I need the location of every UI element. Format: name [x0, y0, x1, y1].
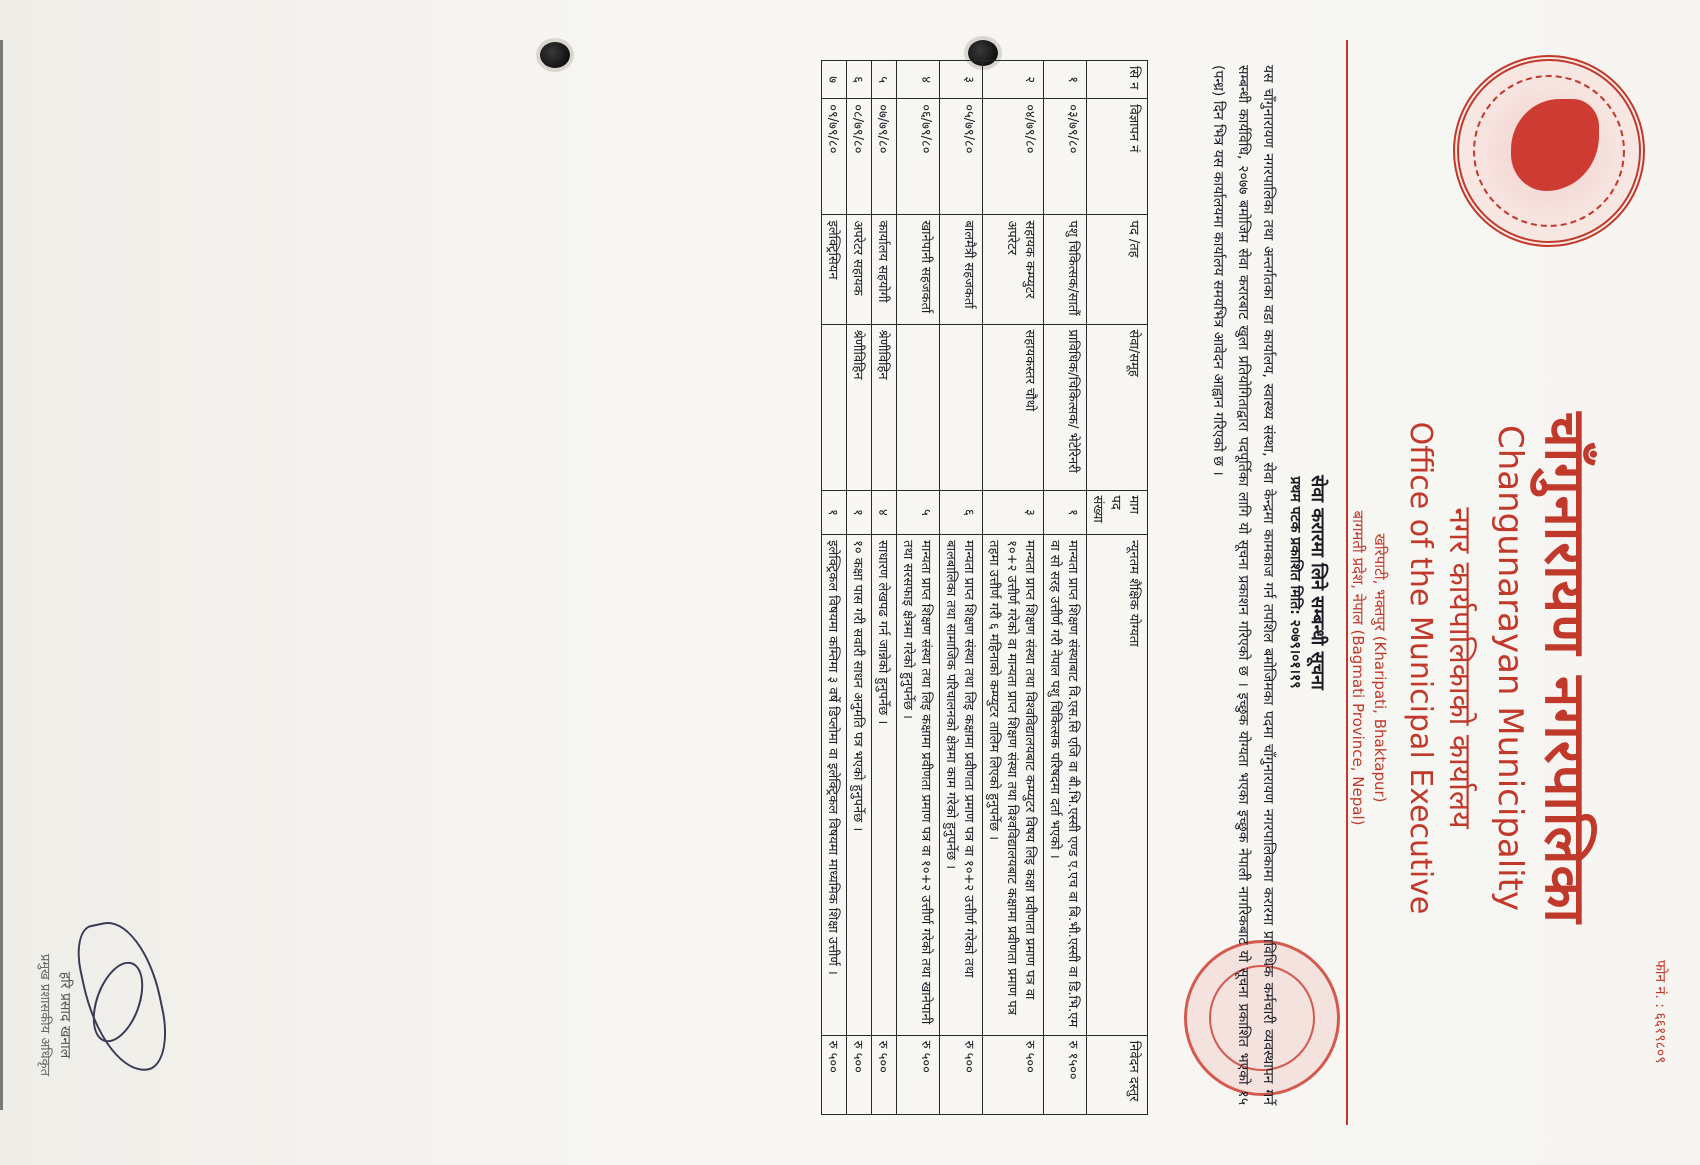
- row-qualification: मान्यता प्राप्त शिक्षण संस्था तथा लिइ कक्षामा प्रवीणता प्रमाण पत्र वा १०+२ उत्तीर्ण गरेको तथा बालबालिका तथा सामाजिक परिचालनको क्षेत्रमा काम गरेको हुनुपर्नेछ ।: [940, 535, 983, 1036]
- row-sn: ३: [940, 61, 983, 99]
- row-sn: ७: [822, 61, 847, 99]
- row-adv-no: ०४/७९/८०: [983, 99, 1044, 215]
- row-adv-no: ०७/७९/८०: [872, 99, 897, 215]
- row-count: ४: [872, 490, 897, 535]
- row-qualification: इलेक्ट्रिकल विषयमा कम्तिमा ३ वर्षे डिप्लोमा वा इलेक्ट्रिकल विषयमा माध्यमिक शिक्षा उत्तीर्ण ।: [822, 535, 847, 1036]
- row-qualification: मान्यता प्राप्त शिक्षण संस्था तथा लिइ कक्षामा प्रवीणता प्रमाण पत्र वा १०+२ उत्तीर्ण गरेको तथा खानेपानी तथा सरसफाइ क्षेत्रमा गरेको हुनुपर्नेछ ।: [897, 535, 940, 1036]
- org-name-english: Changunarayan Municipality: [1490, 424, 1530, 912]
- table-header-row: [1087, 61, 1148, 1115]
- row-sn: ६: [847, 61, 872, 99]
- row-post: पशु चिकित्सक/सातौं: [1044, 215, 1087, 324]
- row-qualification: मान्यता प्राप्त शिक्षण संस्था तथा विश्वविद्यालयबाट कम्प्युटर विषय लिइ कक्षा प्रवीणता प्रमाण पत्र वा १०+२ उत्तीर्ण गरेको वा मान्यता प्राप्त शिक्षण संस्था तथा विश्वविद्यालयबाट कक्षामा प्रवीणता प्रमाण पत्र तहमा उत्तीर्ण गरी ६ महिनाको कम्प्युटर तालिम लिएको हुनुपर्नेछ ।: [983, 535, 1044, 1036]
- signature-block: [30, 900, 170, 1130]
- row-count: १: [847, 490, 872, 535]
- row-count: ५: [897, 490, 940, 535]
- row-sn: १: [1044, 61, 1087, 99]
- row-fee: रु ५००: [822, 1035, 847, 1114]
- row-service-group: श्रेणीविहिन: [847, 324, 872, 490]
- row-service-group: सहायकस्तर चौथो: [983, 324, 1044, 490]
- row-post: अपरेटर सहायक: [847, 215, 872, 324]
- row-fee: रु ५००: [872, 1035, 897, 1114]
- row-sn: २: [983, 61, 1044, 99]
- header-fee: निवेदन दस्तुर: [1087, 1035, 1148, 1114]
- row-count: १: [1044, 490, 1087, 535]
- phone-number: फोन नं. : ६६१९८०९: [1652, 960, 1668, 1064]
- municipality-logo: [1453, 55, 1645, 247]
- row-adv-no: ०५/७९/८०: [940, 99, 983, 215]
- row-qualification: १० कक्षा पास गरी सवारी साधन अनुमति पत्र भएको हुनुपर्नेछ ।: [847, 535, 872, 1036]
- header-count: माग पद संख्या: [1087, 490, 1148, 535]
- table-row: [897, 61, 940, 1115]
- notice-intro-paragraph: यस चाँगुनारायण नगरपालिका तथा अन्तर्गतका वडा कार्यालय, स्वास्थ्य संस्था, सेवा केन्द्रमा कामकाज गर्न तपशिल बमोजिमका पदमा चाँगुनारायण नगरपालिकामा करारमा प्राविधिक कर्मचारी व्यवस्थापन गर्ने सम्बन्धी कार्यविधि, २०७७ बमोजिम सेवा करारबाट खुला प्रतियोगिताद्वारा पदपूर्तिका लागि यो सूचना प्रकाशन गरिएको छ । इच्छुक योग्यता भएका इच्छुक नेपाली नागरिकबाट यो सूचना प्रकाशित भएको १५ (पन्ध्र) दिन भित्र यस कार्यालयमा कार्यालय समयभित्र आवेदन आह्वान गरिएको छ ।: [1210, 65, 1276, 1105]
- row-fee: रु ५००: [983, 1035, 1044, 1114]
- row-service-group: श्रेणीविहिन: [872, 324, 897, 490]
- office-name-english: Office of the Municipal Executive: [1403, 421, 1438, 915]
- row-adv-no: ०९/७९/८०: [822, 99, 847, 215]
- row-service-group: [897, 324, 940, 490]
- notice-title: सेवा करारमा लिने सम्बन्धी सूचना: [1307, 475, 1328, 690]
- header-qualification: न्यूनतम शैक्षिक योग्यता: [1087, 535, 1148, 1036]
- row-service-group: [940, 324, 983, 490]
- row-count: ३: [983, 490, 1044, 535]
- row-count: १: [822, 490, 847, 535]
- row-service-group: [822, 324, 847, 490]
- row-service-group: प्राविधिक/चिकित्सक/ भेटेरिनरी: [1044, 324, 1087, 490]
- table-row: [872, 61, 897, 1115]
- header-divider: [1346, 40, 1348, 1125]
- table-row: [940, 61, 983, 1115]
- vacancy-table: [821, 60, 1148, 1115]
- province-line: बागमती प्रदेश, नेपाल (Bagmati Province, Nepal): [1349, 510, 1367, 826]
- table-row: [822, 61, 847, 1115]
- header-service-group: सेवा/समूह: [1087, 324, 1148, 490]
- row-fee: रु ५००: [847, 1035, 872, 1114]
- row-post: खानेपानी सहजकर्ता: [897, 215, 940, 324]
- row-qualification: मान्यता प्राप्त शिक्षण संस्थाबाट वि.एस.सि एजि वा बी.भि.एस्सी एण्ड ए.एच वा बि.भी.एस्सी वा डि.भि.एम वा सो सरह उत्तीर्ण गरी नेपाल पशु चिकित्सक परिषदमा दर्ता भएको ।: [1044, 535, 1087, 1036]
- row-post: इलेक्ट्रिसियन: [822, 215, 847, 324]
- org-name-nepali: चाँगुनारायण नगरपालिका: [1532, 412, 1597, 924]
- table-row: [1044, 61, 1087, 1115]
- row-count: ६: [940, 490, 983, 535]
- header-adv-no: विज्ञापन नं: [1087, 99, 1148, 215]
- row-adv-no: ०८/७९/८०: [847, 99, 872, 215]
- signer-name: हरि प्रसाद खनाल: [57, 971, 73, 1059]
- row-fee: रु ५००: [940, 1035, 983, 1114]
- row-sn: ५: [872, 61, 897, 99]
- signer-title: प्रमुख प्रशासकीय अधिकृत: [37, 953, 52, 1077]
- address-line: खरिपाटी, भक्तपुर (Kharipati, Bhaktapur): [1371, 533, 1389, 803]
- header-post: पद /तह: [1087, 215, 1148, 324]
- row-fee: रु ५००: [897, 1035, 940, 1114]
- table-row: [847, 61, 872, 1115]
- office-name-nepali: नगर कार्यपालिकाको कार्यालय: [1442, 507, 1477, 829]
- row-post: कार्यालय सहयोगी: [872, 215, 897, 324]
- row-fee: रु १५००: [1044, 1035, 1087, 1114]
- row-qualification: साधारण लेखपढ गर्न जान्नेको हुनुपर्नेछ ।: [872, 535, 897, 1036]
- publish-date: प्रथम पटक प्रकाशित मिति: २०७९।०१।१९: [1287, 476, 1303, 689]
- header-sn: सि न: [1087, 61, 1148, 99]
- row-adv-no: ०३/७९/८०: [1044, 99, 1087, 215]
- row-adv-no: ०६/७९/८०: [897, 99, 940, 215]
- row-post: सहायक कम्प्युटर अपरेटर: [983, 215, 1044, 324]
- row-sn: ४: [897, 61, 940, 99]
- row-post: बालमैत्री सहजकर्ता: [940, 215, 983, 324]
- table-row: [983, 61, 1044, 1115]
